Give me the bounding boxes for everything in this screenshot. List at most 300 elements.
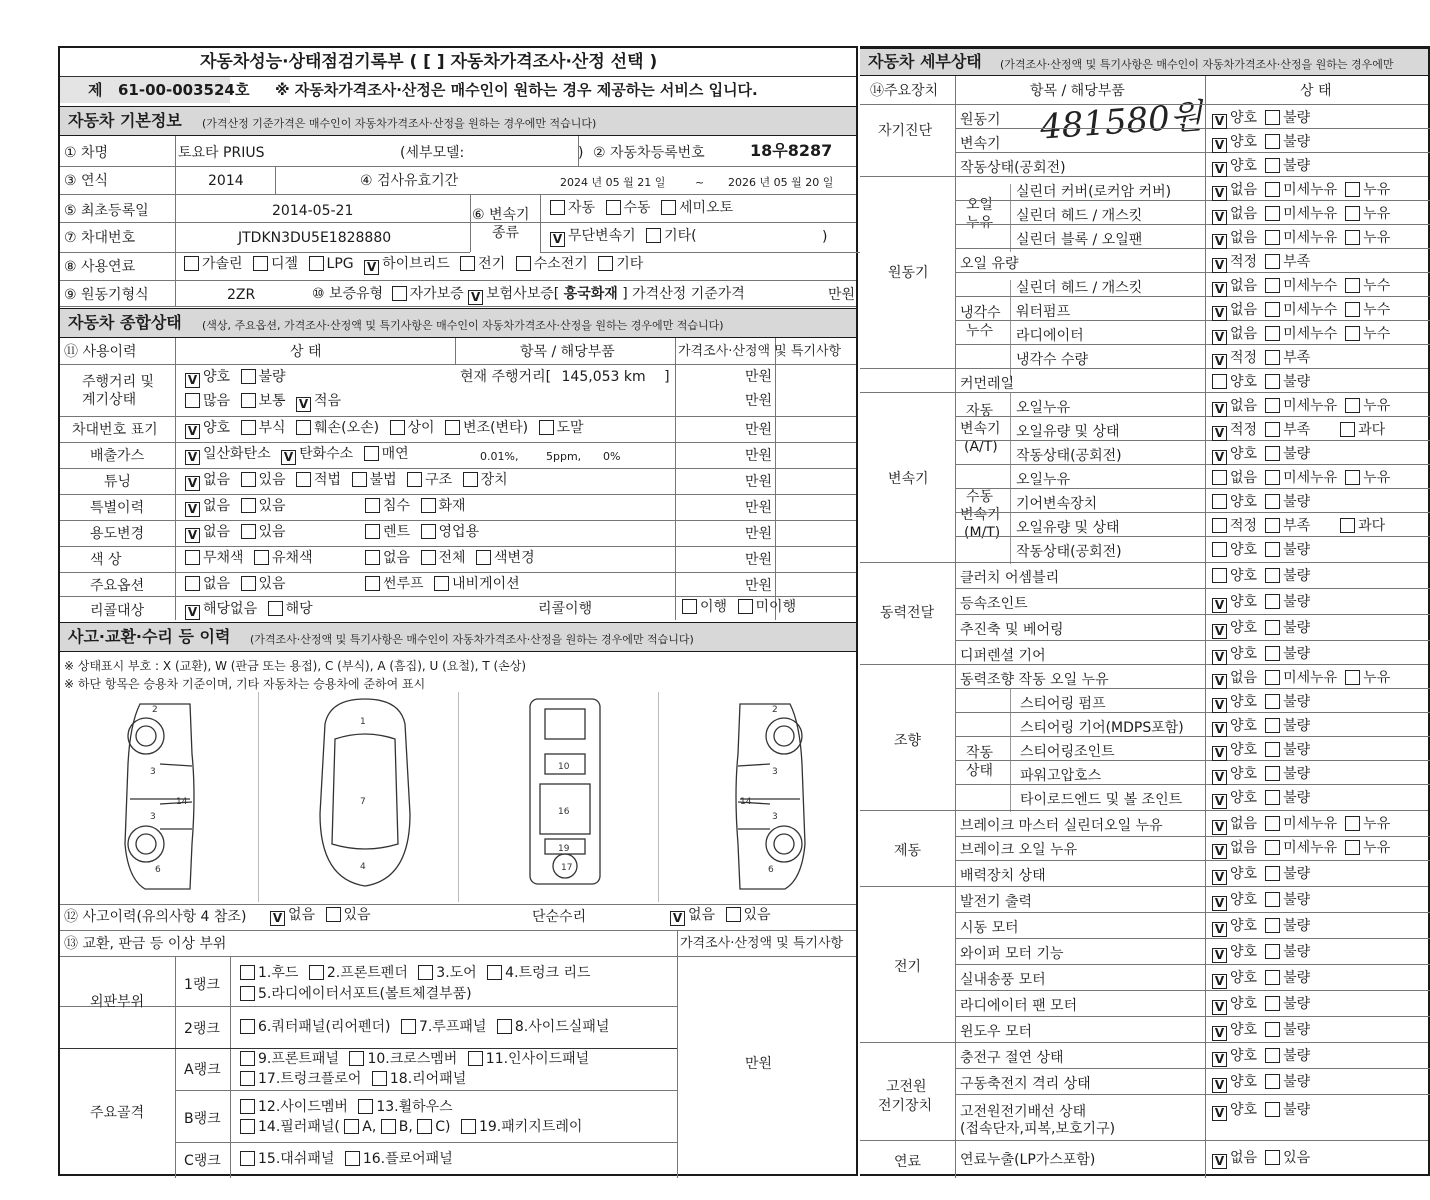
detail-state-options: 양호 불량 [1212, 493, 1316, 511]
checkbox[interactable] [381, 1119, 396, 1134]
at-group: 자동 [966, 403, 994, 419]
checkbox[interactable] [240, 1119, 255, 1134]
sub-model-close: ) [578, 145, 584, 161]
detail-item-label: 타이로드엔드 및 볼 조인트 [1020, 792, 1183, 808]
checkbox-checked[interactable]: V [185, 528, 200, 543]
checkbox[interactable] [1265, 182, 1280, 197]
legend-line2: ※ 하단 항목은 승용차 기준이며, 기타 자동차는 승용차에 준하여 표시 [64, 677, 426, 691]
checkbox-checked[interactable]: V [296, 397, 311, 412]
checkbox[interactable] [240, 965, 255, 980]
svg-text:3: 3 [150, 812, 156, 822]
exchange-price-header: 가격조사·산정액 및 특기사항 [680, 936, 844, 951]
basic-info-title: 자동차 기본정보 [68, 111, 182, 130]
checkbox-checked[interactable]: V [1212, 746, 1227, 761]
checkbox[interactable] [1345, 302, 1360, 317]
exchange-label: ⑬ 교환, 판금 등 이상 부위 [64, 936, 227, 952]
checkbox[interactable] [418, 965, 433, 980]
checkbox-checked[interactable]: V [1212, 282, 1227, 297]
unit: 만원 [745, 422, 773, 438]
reg-no-label: ② 자동차등록번호 [593, 145, 705, 161]
svg-text:3: 3 [772, 767, 778, 777]
section-hv-1: 고전원 [886, 1079, 927, 1095]
detail-state-options: V 없음 미세누유 누유 [1212, 229, 1396, 249]
checkbox-checked[interactable]: V [1212, 234, 1227, 249]
checkbox[interactable] [1265, 866, 1280, 881]
engine-type-label: ⑨ 원동기형식 [64, 287, 149, 303]
unit: 만원 [745, 393, 773, 409]
detail-state-options: 적정 부족 과다 [1212, 517, 1391, 535]
checkbox[interactable] [1265, 1048, 1280, 1063]
checkbox-checked[interactable]: V [1212, 794, 1227, 809]
checkbox[interactable] [241, 524, 256, 539]
detail-state-options: V 적정 부족 [1212, 349, 1316, 369]
checkbox-checked[interactable]: V [1212, 598, 1227, 613]
checkbox[interactable] [184, 256, 199, 271]
first-reg-label: ⑤ 최초등록일 [64, 203, 149, 219]
checkbox[interactable] [241, 393, 256, 408]
checkbox[interactable] [1265, 816, 1280, 831]
checkbox[interactable] [1265, 470, 1280, 485]
checkbox[interactable] [364, 446, 379, 461]
steering-op-group: 작동 [966, 745, 994, 761]
coolant-leak-group: 냉각수 [960, 305, 1001, 321]
checkbox[interactable] [1265, 594, 1280, 609]
state-header: 상 태 [290, 344, 322, 360]
checkbox-checked[interactable]: V [1212, 948, 1227, 963]
checkbox[interactable] [296, 472, 311, 487]
checkbox[interactable] [240, 986, 255, 1001]
emission-smoke: 0% [603, 450, 621, 463]
detail-state-options: V 없음 미세누유 누유 [1212, 181, 1396, 201]
checkbox[interactable] [1265, 1074, 1280, 1089]
checkbox[interactable] [326, 907, 341, 922]
checkbox[interactable] [417, 1119, 432, 1134]
section-fuel: 연료 [894, 1154, 922, 1170]
checkbox-checked[interactable]: V [1212, 770, 1227, 785]
checkbox-checked[interactable]: V [185, 424, 200, 439]
right-panel: 자동차 세부상태 (가격조사·산정액 및 특기사항은 매수인이 자동차가격조사·산정을 원하는 경우에만 ⑭주요장치 항목 / 해당부품 상 태 자기진단 원동기 변속기 동력전달 조향 제동 전기 고전원 전기장치 연료 오일 누유 냉각수 누수 자동 변속기 (A/T) 수동 변속기 (M/T) 작동 상태 481580원 원동기 V 양호 불량 변속기 V 양호 불량 작동상태(공회전) V 양호 불량 실린더 커버(로커암 커버) V 없음 미세누유 누유 실린더 헤드 / 개스킷 V 없음 미세누유 누유 실린더 블록 / 오일팬 V 없음 미세누유 누유 오일 유량 V 적정 부족 실린더 헤드 / 개스킷 V 없음 미세누수 누수 워터펌프 V 없음 미세누수 누수 라디에이터 V 없음 미세누수 누수 냉각수 수량 V 적정 부족 커먼레일 양호 불량 오일누유 V 없음 미세누유 누유 오일유량 및 상태 V 적정 부족 과다 작동상태(공회전) V 양호 불량 오일누유 없음 미세누유 누유 기어변속장치 양호 불량 오일유량 및 상태 적정 부족 과다 작동상태(공회전) 양호 불량 클러치 어셈블리 양호 불량 등속조인트 V 양호 불량 추진축 및 베어링 V 양호 불량 디퍼렌셜 기어 V 양호 불량 동력조향 작동 오일 누유 V 없음 미세누유 누유 스티어링 펌프 V 양호 불량 스티어링 기어(MDPS포함) V 양호 불량 스티어링조인트 V 양호 불량 파워고압호스 V 양호 불량 타이로드엔드 및 볼 조인트 V 양호 불량 브레이크 마스터 실린더오일 누유 V 없음 미세누유 누유 브레이크 오일 누유 V 없음 미세누유 누유 배력장치 상태 V 양호 불량 발전기 출력 V 양호 불량 시동 모터 V 양호 불량 와이퍼 모터 기능 V 양호 불량 실내송풍 모터 V 양호 불량 라디에이터 팬 모터 V 양호 불량 윈도우 모터 V 양호 불량 충전구 절연 상태 V 양호 불량 구동축전지 격리 상태 V 양호 불량 고전원전기배선 상태 V 양호 불량 연료누출(LP가스포함) V 없음 있음 (접속단자,피복,보호기구) [860, 46, 1430, 1176]
checkbox[interactable] [1265, 620, 1280, 635]
detail-item-label: 등속조인트 [960, 596, 1028, 612]
checkbox[interactable] [344, 1119, 359, 1134]
checkbox[interactable] [240, 1071, 255, 1086]
oil-leak-group: 오일 [966, 197, 994, 213]
checkbox[interactable] [1265, 350, 1280, 365]
detail-item-label: 윈도우 모터 [960, 1024, 1033, 1040]
detail-item-label: 기어변속장치 [1016, 496, 1098, 512]
detail-item-label: 실린더 헤드 / 개스킷 [1016, 280, 1143, 296]
checkbox[interactable] [241, 472, 256, 487]
mileage-label: 주행거리 및 [82, 374, 155, 390]
checkbox-checked[interactable]: V [1212, 674, 1227, 689]
detail-item-label: 디퍼렌셜 기어 [960, 648, 1046, 664]
checkbox[interactable] [352, 472, 367, 487]
checkbox[interactable] [421, 550, 436, 565]
checkbox[interactable] [461, 1119, 476, 1134]
checkbox[interactable] [309, 965, 324, 980]
checkbox[interactable] [1265, 694, 1280, 709]
checkbox[interactable] [1265, 1150, 1280, 1165]
checkbox[interactable] [1345, 470, 1360, 485]
checkbox[interactable] [296, 420, 311, 435]
checkbox[interactable] [1212, 518, 1227, 533]
checkbox-checked[interactable]: V [1212, 1106, 1227, 1121]
checkbox-checked[interactable]: V [1212, 922, 1227, 937]
detail-state-options: V 양호 불량 [1212, 789, 1316, 809]
basic-info-header [60, 106, 856, 136]
checkbox-checked[interactable]: V [1212, 186, 1227, 201]
detail-item-label: 오일누유 [1016, 472, 1071, 488]
checkbox[interactable] [365, 498, 380, 513]
checkbox[interactable] [1265, 230, 1280, 245]
main-option-label: 주요옵션 [90, 578, 145, 594]
checkbox-checked[interactable]: V [1212, 1078, 1227, 1093]
checkbox[interactable] [1265, 996, 1280, 1011]
checkbox-checked[interactable]: V [1212, 306, 1227, 321]
svg-text:3: 3 [150, 767, 156, 777]
checkbox-checked[interactable]: V [1212, 1026, 1227, 1041]
mileage-level: 많음 보통 V 적음 [185, 392, 347, 412]
detail-state-options: V 없음 미세누수 누수 [1212, 277, 1396, 297]
checkbox-checked[interactable]: V [1212, 354, 1227, 369]
checkbox[interactable] [1340, 518, 1355, 533]
checkbox-checked[interactable]: V [1212, 402, 1227, 417]
checkbox-checked[interactable]: V [1212, 870, 1227, 885]
tuning-options: V 없음 있음 적법 불법 구조 장치 [185, 471, 514, 491]
svg-text:3: 3 [772, 812, 778, 822]
checkbox-checked[interactable]: V [1212, 162, 1227, 177]
recall-done-label: 리콜이행 [538, 601, 593, 617]
checkbox-checked[interactable]: V [1212, 450, 1227, 465]
checkbox[interactable] [1265, 398, 1280, 413]
checkbox[interactable] [606, 200, 621, 215]
year-label: ③ 연식 [64, 173, 109, 189]
inspect-to: 2026 년 05 월 20 일 [728, 176, 834, 189]
legend-line1: ※ 상태표시 부호 : X (교환), W (판금 또는 용접), C (부식), A (흠집), U (요철), T (손상) [64, 659, 527, 673]
checkbox-checked[interactable]: V [468, 290, 483, 305]
checkbox[interactable] [241, 420, 256, 435]
checkbox[interactable] [240, 1151, 255, 1166]
detail-state-options: V 양호 불량 [1212, 865, 1316, 885]
svg-text:19: 19 [558, 844, 570, 854]
checkbox-checked[interactable]: V [1212, 1052, 1227, 1067]
overall-header [60, 308, 856, 338]
checkbox[interactable] [241, 369, 256, 384]
handwritten-price: 481580원 [1038, 96, 1204, 148]
overall-note: (색상, 주요옵션, 가격조사·산정액 및 특기사항은 매수인이 자동차가격조사·산정을 원하는 경우에만 적습니다) [202, 319, 724, 332]
checkbox[interactable] [240, 1051, 255, 1066]
svg-text:16: 16 [558, 807, 570, 817]
insurer: 흥국화재 [563, 286, 618, 302]
detail-item-label: 스티어링조인트 [1020, 744, 1115, 760]
item-header: 항목 / 해당부품 [520, 344, 615, 360]
checkbox-checked[interactable]: V [1212, 624, 1227, 639]
doc-no-suffix: 호 [235, 81, 250, 99]
checkbox-checked[interactable]: V [185, 605, 200, 620]
checkbox-checked[interactable]: V [1212, 330, 1227, 345]
detail-state-options: V 양호 불량 [1212, 1073, 1316, 1093]
car-right-side-diagram[interactable] [710, 694, 830, 894]
checkbox[interactable] [1265, 892, 1280, 907]
checkbox[interactable] [1265, 446, 1280, 461]
checkbox[interactable] [1265, 158, 1280, 173]
section-hv-2: 전기장치 [878, 1098, 933, 1114]
checkbox[interactable] [468, 1051, 483, 1066]
checkbox[interactable] [1345, 278, 1360, 293]
detail-state-options: V 양호 불량 [1212, 619, 1316, 639]
detail-item-label: 실린더 헤드 / 개스킷 [1016, 208, 1143, 224]
checkbox[interactable] [661, 200, 676, 215]
checkbox[interactable] [1265, 766, 1280, 781]
trans-options: 자동 수동 세미오토 [550, 199, 739, 217]
checkbox[interactable] [1345, 206, 1360, 221]
svg-text:17: 17 [561, 863, 573, 873]
checkbox[interactable] [401, 1019, 416, 1034]
detail-item-label: 파워고압호스 [1020, 768, 1102, 784]
unit: 만원 [745, 552, 773, 568]
detail-item-label: 작동상태(공회전) [960, 160, 1066, 176]
doc-number: 61-00-003524 [118, 81, 235, 99]
checkbox[interactable] [1212, 470, 1227, 485]
checkbox[interactable] [434, 576, 449, 591]
model-year: 2014 [208, 173, 244, 189]
checkbox[interactable] [1265, 518, 1280, 533]
checkbox[interactable] [1345, 816, 1360, 831]
checkbox[interactable] [240, 1019, 255, 1034]
checkbox-checked[interactable]: V [1212, 650, 1227, 665]
checkbox[interactable] [1265, 1102, 1280, 1117]
checkbox[interactable] [1265, 742, 1280, 757]
checkbox[interactable] [185, 550, 200, 565]
checkbox[interactable] [1345, 326, 1360, 341]
checkbox-checked[interactable]: V [1212, 974, 1227, 989]
checkbox[interactable] [738, 599, 753, 614]
checkbox[interactable] [254, 550, 269, 565]
checkbox[interactable] [1345, 230, 1360, 245]
checkbox[interactable] [365, 550, 380, 565]
checkbox[interactable] [1265, 840, 1280, 855]
checkbox[interactable] [1345, 840, 1360, 855]
checkbox[interactable] [1265, 646, 1280, 661]
rankB-label: B랭크 [184, 1111, 221, 1127]
checkbox-checked[interactable]: V [364, 260, 379, 275]
checkbox-checked[interactable]: V [1212, 844, 1227, 859]
checkbox[interactable] [1212, 494, 1227, 509]
checkbox[interactable] [1265, 944, 1280, 959]
checkbox[interactable] [365, 524, 380, 539]
checkbox[interactable] [1265, 670, 1280, 685]
checkbox-checked[interactable]: V [1212, 820, 1227, 835]
checkbox[interactable] [241, 498, 256, 513]
detail-item-label: 오일유량 및 상태 [1016, 424, 1120, 440]
checkbox[interactable] [372, 1071, 387, 1086]
checkbox-checked[interactable]: V [281, 450, 296, 465]
checkbox[interactable] [390, 420, 405, 435]
checkbox-checked[interactable]: V [270, 911, 285, 926]
detail-item-label: 커먼레일 [960, 376, 1015, 392]
checkbox[interactable] [682, 599, 697, 614]
checkbox[interactable] [185, 393, 200, 408]
vin-label: ⑦ 차대번호 [64, 230, 136, 246]
checkbox[interactable] [309, 256, 324, 271]
checkbox[interactable] [1265, 970, 1280, 985]
checkbox-checked[interactable]: V [550, 232, 565, 247]
detail-item-label: 라디에이터 [1016, 328, 1084, 344]
checkbox[interactable] [1265, 302, 1280, 317]
car-frame-diagram[interactable] [515, 694, 615, 889]
checkbox[interactable] [516, 256, 531, 271]
checkbox-checked[interactable]: V [1212, 138, 1227, 153]
svg-text:14: 14 [176, 797, 188, 807]
checkbox[interactable] [349, 1051, 364, 1066]
checkbox[interactable] [1212, 542, 1227, 557]
detail-state-options: 없음 미세누유 누유 [1212, 469, 1396, 487]
checkbox[interactable] [1265, 278, 1280, 293]
detail-item-label: 연료누출(LP가스포함) [960, 1152, 1096, 1168]
detail-item-label: 브레이크 오일 누유 [960, 842, 1078, 858]
checkbox[interactable] [241, 576, 256, 591]
outer-panel-label: 외판부위 [90, 994, 145, 1010]
checkbox-checked[interactable]: V [1212, 1000, 1227, 1015]
checkbox[interactable] [1265, 422, 1280, 437]
checkbox-checked[interactable]: V [1212, 426, 1227, 441]
checkbox[interactable] [497, 1019, 512, 1034]
checkbox[interactable] [463, 472, 478, 487]
checkbox[interactable] [1265, 568, 1280, 583]
accident-title: 사고·교환·수리 등 이력 [68, 627, 231, 646]
section-brake: 제동 [894, 843, 922, 859]
checkbox[interactable] [1212, 374, 1227, 389]
checkbox-checked[interactable]: V [1212, 1154, 1227, 1169]
unit: 만원 [745, 448, 773, 464]
detail-state-options: V 양호 불량 [1212, 109, 1316, 129]
checkbox[interactable] [1265, 110, 1280, 125]
detail-state-options: V 양호 불량 [1212, 1047, 1316, 1067]
checkbox-checked[interactable]: V [1212, 698, 1227, 713]
state-header: 상 태 [1300, 83, 1332, 99]
svg-text:2: 2 [152, 705, 158, 715]
checkbox-checked[interactable]: V [185, 502, 200, 517]
checkbox[interactable] [358, 1099, 373, 1114]
detail-state-options: V 양호 불량 [1212, 917, 1316, 937]
detail-title: 자동차 세부상태 [868, 52, 982, 71]
detail-state-options: V 양호 불량 [1212, 693, 1316, 713]
checkbox-checked[interactable]: V [1212, 114, 1227, 129]
detail-item-label: 냉각수 수량 [1016, 352, 1089, 368]
checkbox[interactable] [240, 1099, 255, 1114]
checkbox[interactable] [460, 256, 475, 271]
checkbox[interactable] [1265, 790, 1280, 805]
checkbox[interactable] [392, 286, 407, 301]
checkbox-checked[interactable]: V [1212, 896, 1227, 911]
checkbox[interactable] [1265, 542, 1280, 557]
checkbox[interactable] [445, 420, 460, 435]
detail-header [860, 48, 1428, 76]
checkbox[interactable] [1340, 422, 1355, 437]
car-left-side-diagram[interactable] [100, 694, 220, 894]
detail-item-label: 와이퍼 모터 기능 [960, 946, 1064, 962]
unit: 만원 [745, 526, 773, 542]
emission-hc: 5ppm, [546, 450, 582, 463]
checkbox[interactable] [1265, 254, 1280, 269]
checkbox-checked[interactable]: V [670, 911, 685, 926]
checkbox[interactable] [1265, 326, 1280, 341]
section-engine: 원동기 [888, 265, 929, 281]
svg-text:10: 10 [558, 762, 570, 772]
checkbox[interactable] [1345, 182, 1360, 197]
detail-state-options: V 없음 미세누유 누유 [1212, 669, 1396, 689]
checkbox-checked[interactable]: V [185, 450, 200, 465]
checkbox[interactable] [1345, 398, 1360, 413]
checkbox-checked[interactable]: V [1212, 258, 1227, 273]
checkbox[interactable] [726, 907, 741, 922]
checkbox[interactable] [598, 256, 613, 271]
unit: 만원 [745, 1056, 773, 1072]
checkbox[interactable] [1265, 718, 1280, 733]
checkbox[interactable] [1345, 670, 1360, 685]
checkbox[interactable] [646, 228, 661, 243]
checkbox[interactable] [1212, 568, 1227, 583]
price-header: 가격조사·산정액 및 특기사항 [678, 344, 842, 359]
checkbox[interactable] [550, 200, 565, 215]
unit: 만원 [745, 474, 773, 490]
checkbox[interactable] [1265, 494, 1280, 509]
trans-label: ⑥ 변속기 [472, 207, 530, 223]
checkbox[interactable] [1265, 206, 1280, 221]
checkbox[interactable] [1265, 918, 1280, 933]
detail-state-options: V 양호 불량 [1212, 943, 1316, 963]
checkbox[interactable] [407, 472, 422, 487]
doc-no-label: 제 [88, 81, 103, 99]
svg-text:6: 6 [155, 865, 161, 875]
detail-item-label: 오일유량 및 상태 [1016, 520, 1120, 536]
detail-state-options: V 없음 미세누유 누유 [1212, 397, 1396, 417]
detail-state-options: 양호 불량 [1212, 541, 1316, 559]
checkbox[interactable] [345, 1151, 360, 1166]
plate-label: 차대번호 표기 [72, 422, 158, 438]
detail-state-options: V 양호 불량 [1212, 891, 1316, 911]
svg-text:6: 6 [768, 865, 774, 875]
detail-state-options: V 양호 불량 [1212, 645, 1316, 665]
checkbox[interactable] [185, 576, 200, 591]
checkbox[interactable] [487, 965, 502, 980]
detail-item-label: 스티어링 기어(MDPS포함) [1020, 720, 1184, 736]
detail-state-options: V 없음 미세누유 누유 [1212, 815, 1396, 835]
checkbox[interactable] [1265, 374, 1280, 389]
detail-item-label: 실린더 커버(로커암 커버) [1016, 184, 1172, 200]
checkbox-checked[interactable]: V [1212, 722, 1227, 737]
mt-group: 수동 [966, 489, 994, 505]
checkbox-checked[interactable]: V [185, 476, 200, 491]
checkbox[interactable] [539, 420, 554, 435]
checkbox[interactable] [253, 256, 268, 271]
car-top-diagram[interactable] [310, 694, 420, 894]
left-panel: 자동차성능·상태점검기록부 ( [ ] 자동차가격조사·산정 선택 ) 제 61-00-003524 호 ※ 자동차가격조사·산정은 매수인이 원하는 경우 제공하는 서비스 입니다. 자동차 기본정보 (가격산정 기준가격은 매수인이 자동차가격조사·산정을 원하는 경우에만 적습니다) ① 차명 토요타 PRIUS (세부모델: ) ② 자동차등록번호 18우8287 ③ 연식 2014 ④ 검사유효기간 2024 년 05 월 21 일 ~ 2026 년 05 월 20 일 ⑤ 최초등록일 2014-05-21 ⑥ 변속기 종류 자동 수동 세미오토 V 무단변속기 기타( ) ⑦ 차대번호 JTDKN3DU5E1828880 ⑧ 사용연료 가솔린 디젤 LPG V 하이브리드 전기 수소전기 기타 ⑨ 원동기형식 2ZR ⑩ 보증유형 자가보증 V 보험사보증[ 흥국화재 ] 가격산정 기준가격 만원 자동차 종합상태 (색상, 주요옵션, 가격조사·산정액 및 특기사항은 매수인이 자동차가격조사·산정을 원하는 경우에만 적습니다) ⑪ 사용이력 상 태 항목 / 해당부품 가격조사·산정액 및 특기사항 주행거리 및 계기상태 V 양호 불량 많음 보통 V 적음 현재 주행거리[ 145,053 km ] 만원 만원 차대번호 표기 V 양호 부식 훼손(오손) 상이 변조(변타) 도말 만원 배출가스 V 일산화탄소 V 탄화수소 매연 0.01%, 5ppm, 0% 만원 튜닝 V 없음 있음 적법 불법 구조 장치 만원 특별이력 V 없음 있음 침수 화재 만원 용도변경 V 없음 있음 렌트 영업용 만원 색 상 무채색 유채색 없음 전체 색변경 만원 주요옵션 없음 있음 썬루프 내비게이션 만원 리콜대상 V 해당없음 해당 리콜이행 이행 미이행 사고·교환·수리 등 이력 (가격조사·산정액 및 특기사항은 매수인이 자동차가격조사·산정을 원하는 경우에만 적습니다) ※ 상태표시 부호 : X (교환), W (판금 또는 용접), C (부식), A (흠집), U (요철), T (손상) ※ 하단 항목은 승용차 기준이며, 기타 자동차는 승용차에 준하여 표시 2 3 14 3 6 1 7 4 10 16 19 17 2 3 14 3 6 ⑫ 사고이력(유의사항 4 참조) V 없음 있음 단순수리 V 없음 있음 ⑬ 교환, 판금 등 이상 부위 가격조사·산정액 및 특기사항 외판부위 주요골격 만원 1랭크 1.후드 2.프론트펜더 3.도어 4.트렁크 리드 5.라디에이터서포트(볼트체결부품) 2랭크 6.쿼터패널(리어펜더) 7.루프패널 8.사이드실패널 A랭크 9.프론트패널 10.크로스멤버 11.인사이드패널 17.트렁크플로어 18.리어패널 B랭크 12.사이드멤버 13.휠하우스 14.필러패널( A, B, C) 19.패키지트레이 C랭크 15.대쉬패널 16.플로어패널 [58, 46, 858, 1176]
checkbox[interactable] [421, 498, 436, 513]
detail-state-options: V 없음 있음 [1212, 1149, 1316, 1169]
checkbox[interactable] [476, 550, 491, 565]
checkbox[interactable] [268, 601, 283, 616]
checkbox-checked[interactable]: V [185, 373, 200, 388]
vin: JTDKN3DU5E1828880 [238, 230, 392, 246]
rankA-label: A랭크 [184, 1062, 221, 1078]
checkbox-checked[interactable]: V [1212, 210, 1227, 225]
checkbox[interactable] [421, 524, 436, 539]
checkbox[interactable] [365, 576, 380, 591]
use-history-header: ⑪ 사용이력 [64, 344, 137, 360]
checkbox[interactable] [1265, 134, 1280, 149]
checkbox[interactable] [1265, 1022, 1280, 1037]
